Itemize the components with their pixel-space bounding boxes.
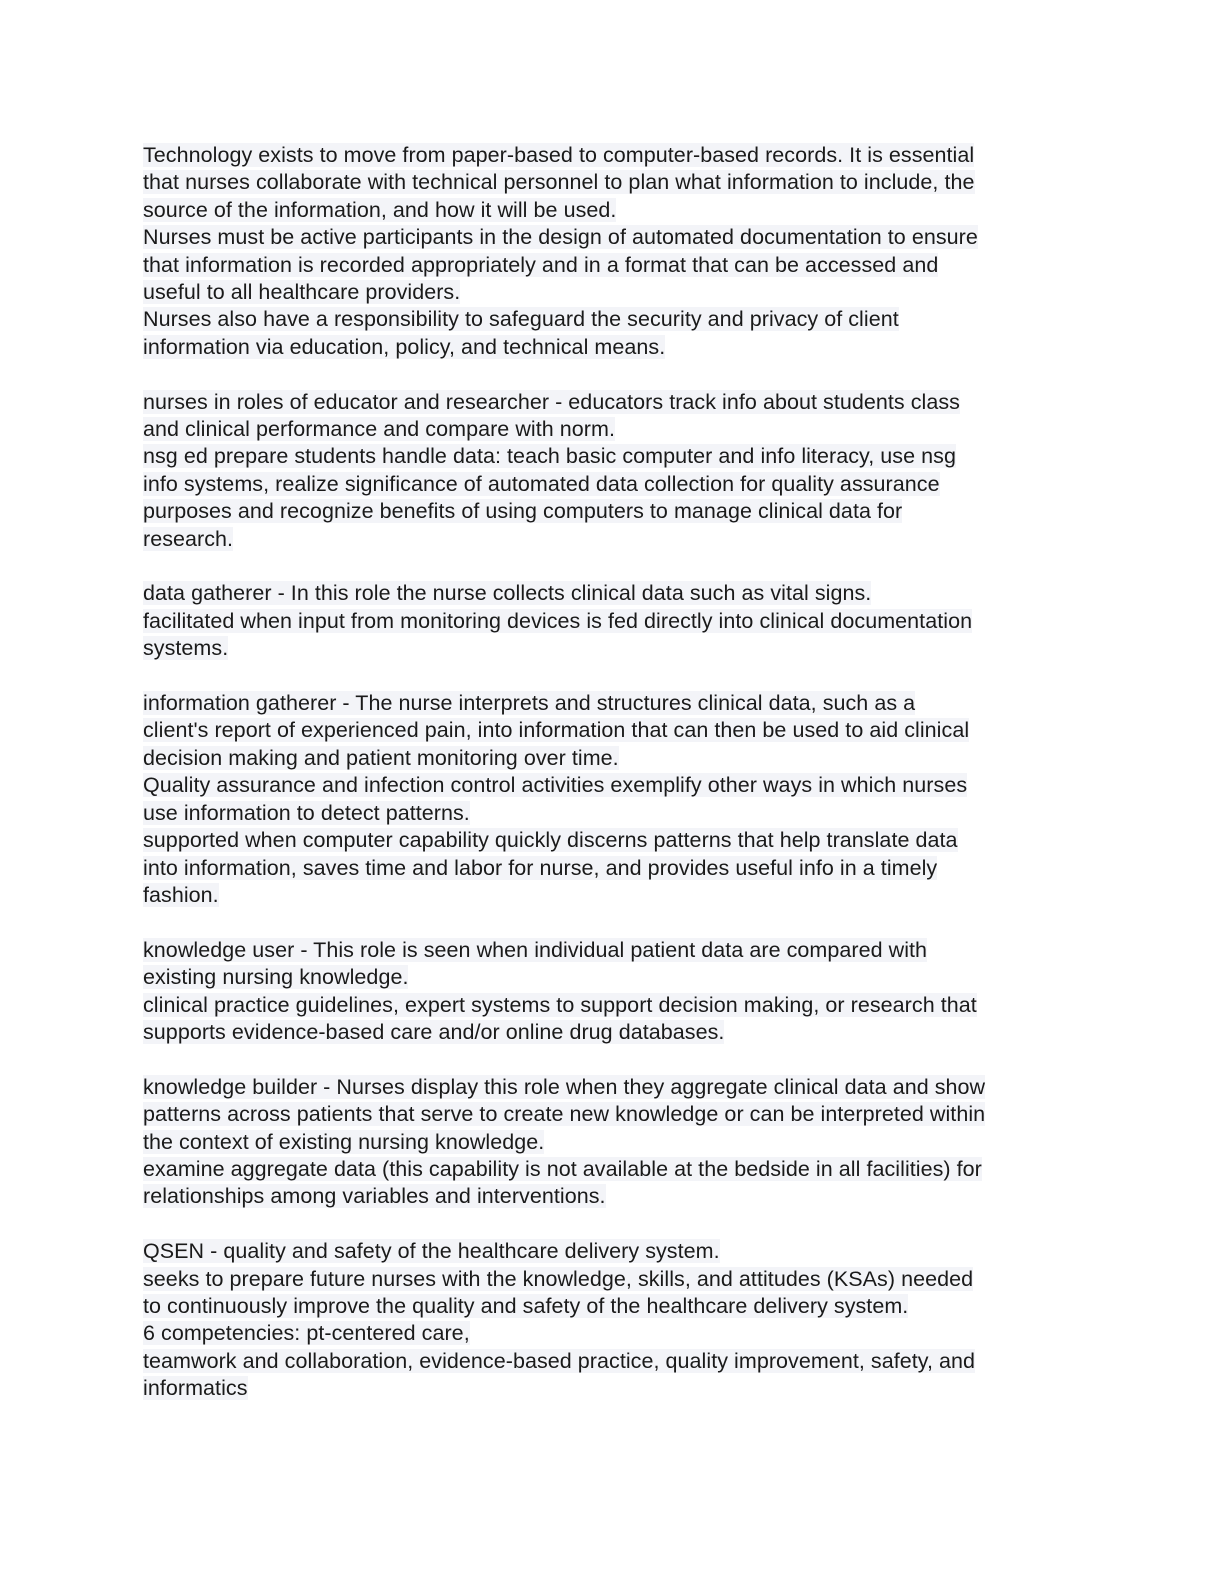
text-line: fashion.: [143, 882, 219, 907]
text-line: informatics: [143, 1376, 248, 1401]
text-line: knowledge user - This role is seen when individual patient data are compared with: [143, 937, 928, 962]
paragraph-data-gatherer: [143, 580, 1083, 662]
text-line: and clinical performance and compare with norm.: [143, 417, 615, 442]
paragraph-qsen: [143, 1238, 1083, 1402]
text-line: decision making and patient monitoring over time.: [143, 745, 619, 770]
text-line: clinical practice guidelines, expert systems to support decision making, or research that: [143, 992, 977, 1017]
text-line: that nurses collaborate with technical personnel to plan what information to include, the: [143, 170, 975, 195]
text-line: to continuously improve the quality and safety of the healthcare delivery system.: [143, 1293, 909, 1318]
text-line: info systems, realize significance of automated data collection for quality assurance: [143, 471, 940, 496]
text-line: Quality assurance and infection control activities exemplify other ways in which nurses: [143, 773, 968, 798]
text-line: nurses in roles of educator and researcher - educators track info about students class: [143, 389, 960, 414]
text-line: useful to all healthcare providers.: [143, 280, 461, 305]
text-line: information via education, policy, and technical means.: [143, 334, 666, 359]
text-line: existing nursing knowledge.: [143, 965, 409, 990]
text-line: supported when computer capability quickly discerns patterns that help translate data: [143, 828, 958, 853]
text-line: patterns across patients that serve to create new knowledge or can be interpreted within: [143, 1102, 986, 1127]
text-line: teamwork and collaboration, evidence-based practice, quality improvement, safety, and: [143, 1348, 976, 1373]
text-line: Nurses also have a responsibility to safeguard the security and privacy of client: [143, 307, 899, 332]
text-line: nsg ed prepare students handle data: teach basic computer and info literacy, use nsg: [143, 444, 956, 469]
text-line: Technology exists to move from paper-based to computer-based records. It is essential: [143, 143, 975, 167]
text-line: client's report of experienced pain, into information that can then be used to aid clinical: [143, 718, 970, 743]
paragraph-educator-researcher: [143, 389, 1083, 553]
text-line: facilitated when input from monitoring devices is fed directly into clinical documentation: [143, 608, 973, 633]
text-line: data gatherer - In this role the nurse collects clinical data such as vital signs.: [143, 581, 872, 606]
text-line: systems.: [143, 636, 229, 661]
paragraph-information-gatherer: [143, 690, 1083, 909]
paragraph-knowledge-user: [143, 937, 1083, 1047]
paragraph-technology-records: [143, 142, 1083, 361]
text-line: 6 competencies: pt-centered care,: [143, 1321, 470, 1346]
text-line: purposes and recognize benefits of using computers to manage clinical data for: [143, 499, 903, 524]
text-line: seeks to prepare future nurses with the knowledge, skills, and attitudes (KSAs) needed: [143, 1266, 974, 1291]
text-line: the context of existing nursing knowledge.: [143, 1129, 545, 1154]
text-line: use information to detect patterns.: [143, 800, 470, 825]
text-line: information gatherer - The nurse interprets and structures clinical data, such as a: [143, 691, 916, 716]
text-line: knowledge builder - Nurses display this role when they aggregate clinical data and show: [143, 1074, 986, 1099]
text-line: Nurses must be active participants in the design of automated documentation to ensure: [143, 225, 978, 250]
paragraph-knowledge-builder: [143, 1074, 1083, 1211]
text-line: relationships among variables and interventions.: [143, 1184, 606, 1209]
text-line: supports evidence-based care and/or online drug databases.: [143, 1019, 725, 1044]
text-line: into information, saves time and labor for nurse, and provides useful info in a timely: [143, 855, 938, 880]
text-line: QSEN - quality and safety of the healthcare delivery system.: [143, 1239, 720, 1264]
text-line: examine aggregate data (this capability is not available at the bedside in all facilities) for: [143, 1156, 982, 1181]
document-page: [143, 142, 1083, 1430]
text-line: research.: [143, 526, 234, 551]
text-line: that information is recorded appropriately and in a format that can be accessed and: [143, 252, 939, 277]
text-line: source of the information, and how it will be used.: [143, 197, 617, 222]
